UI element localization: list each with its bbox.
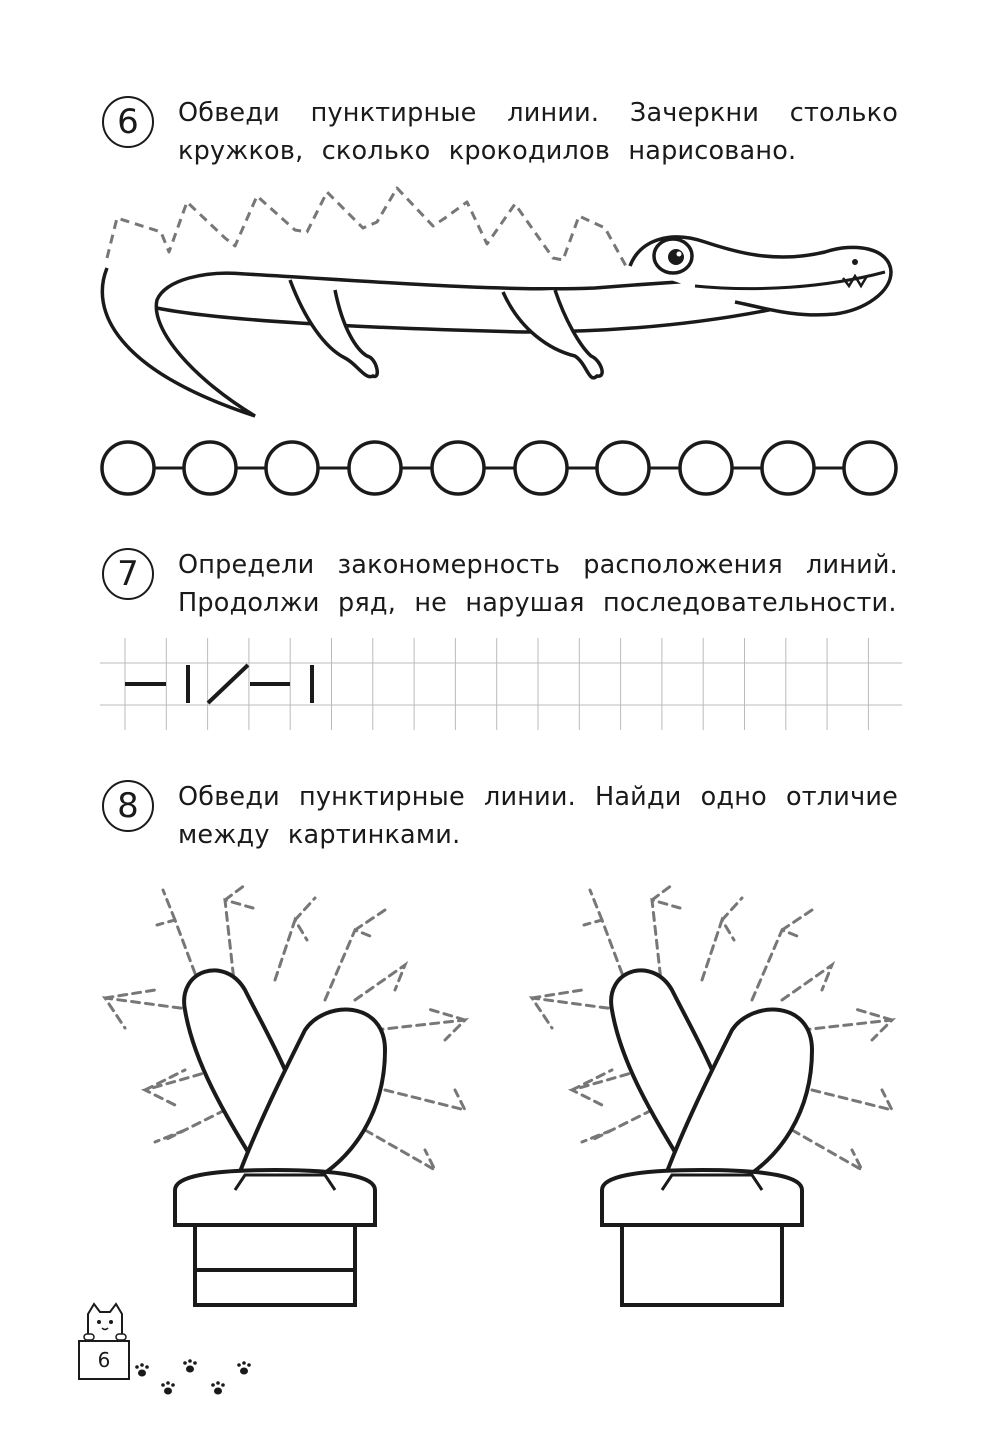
cactus-picture-left[interactable] (95, 880, 485, 1310)
pattern-grid[interactable] (100, 638, 902, 730)
instruction-line: Определи закономерность расположения линий. (178, 550, 898, 580)
count-circle[interactable] (762, 442, 814, 494)
page-number: 6 (78, 1340, 130, 1380)
task-instructions (178, 94, 898, 170)
task-number: 6 (102, 96, 154, 148)
count-circle[interactable] (266, 442, 318, 494)
instruction-line: Продолжи ряд, не нарушая последовательности. (178, 588, 897, 618)
count-circle[interactable] (597, 442, 649, 494)
count-circle[interactable] (515, 442, 567, 494)
instruction-line: Обведи пунктирные линии. Найди одно отличие (178, 782, 898, 812)
task-number: 7 (102, 548, 154, 600)
task-number: 8 (102, 780, 154, 832)
count-circle[interactable] (432, 442, 484, 494)
task-instructions (178, 546, 898, 622)
count-circle[interactable] (844, 442, 896, 494)
instruction-line: кружков, сколько крокодилов нарисовано. (178, 136, 797, 166)
count-circle[interactable] (349, 442, 401, 494)
count-circle[interactable] (102, 442, 154, 494)
circles-chain (98, 438, 904, 498)
cactus-picture-right[interactable] (522, 880, 912, 1310)
task-instructions (178, 778, 898, 854)
pattern-sample (125, 665, 312, 703)
instruction-line: Обведи пунктирные линии. Зачеркни столько (178, 98, 898, 128)
diagonal-stroke (208, 665, 248, 703)
instruction-line: между картинками. (178, 820, 461, 850)
count-circle[interactable] (184, 442, 236, 494)
dashed-spikes-trace[interactable] (107, 188, 627, 268)
crocodile-illustration (95, 180, 905, 420)
count-circle[interactable] (680, 442, 732, 494)
paw-prints-icon (132, 1355, 262, 1405)
cat-icon (80, 1300, 130, 1342)
